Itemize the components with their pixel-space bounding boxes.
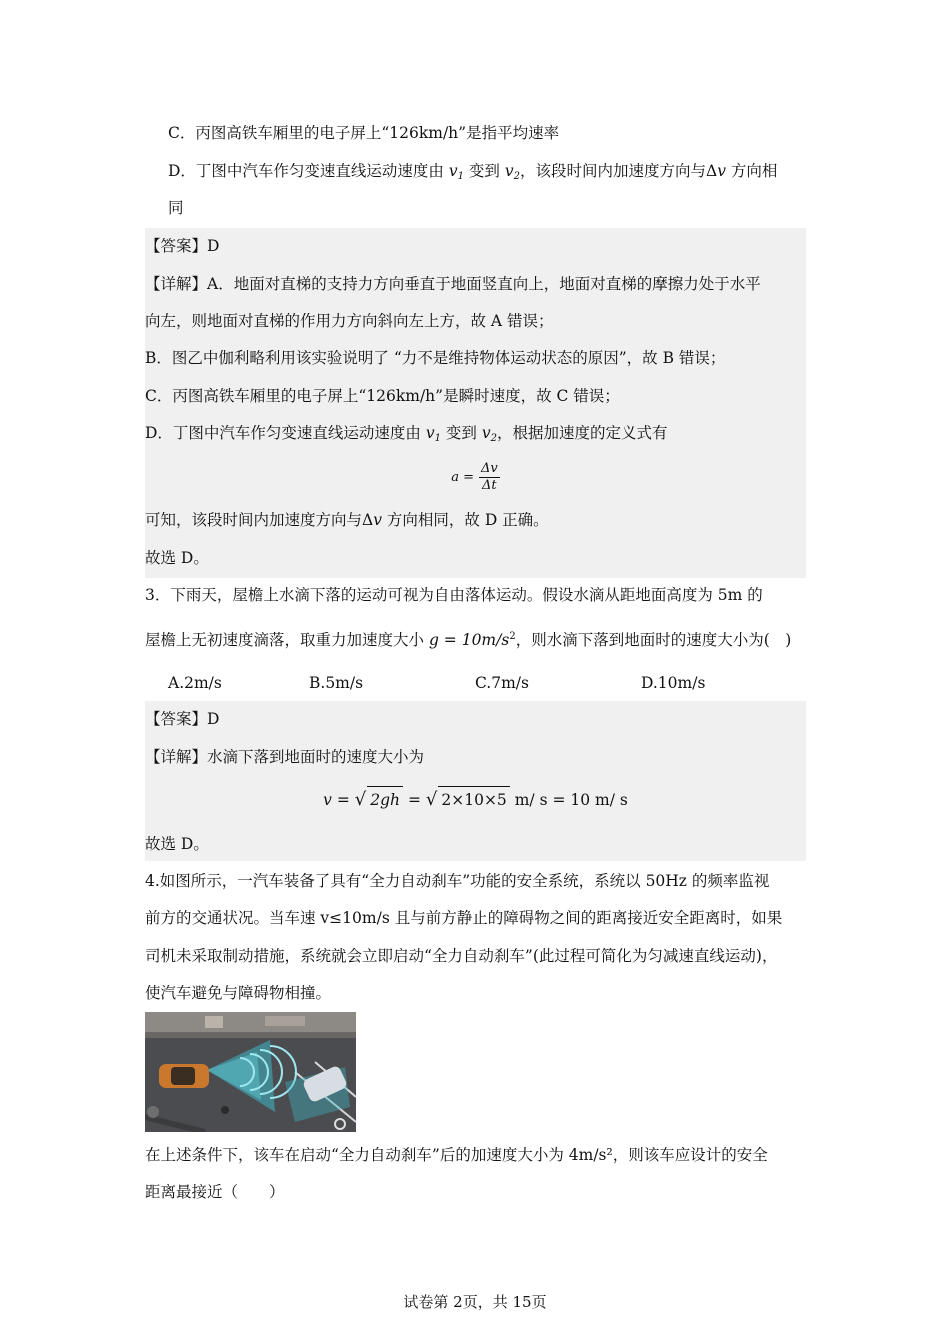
q3-stem-1: 3．下雨天，屋檐上水滴下落的运动可视为自由落体运动。假设水滴从距地面高度为 5m 的	[145, 586, 763, 604]
q4-stem-2: 前方的交通状况。当车速 v≤10m/s 且与前方静止的障碍物之间的距离接近安全距离时，如果	[145, 909, 783, 927]
q2-detail-d: D．丁图中汽车作匀变速直线运动速度由 $v_1$ 变到 $v_2$，根据加速度的定义式有	[145, 424, 668, 444]
q3-options	[168, 673, 833, 693]
q2-detail-a2: 向左，则地面对直梯的作用力方向斜向左上方，故 A 错误；	[145, 312, 554, 330]
q3-option-d: D.10m/s	[641, 674, 706, 692]
acceleration-formula: a = $\frac{\Delta v}{\Delta t}$	[451, 460, 498, 493]
q2-option-d-cont: 同	[168, 199, 184, 217]
q2-detail-c: C．丙图高铁车厢里的电子屏上“126km/h”是瞬时速度，故 C 错误；	[145, 387, 620, 405]
q2-option-d: D．丁图中汽车作匀变速直线运动速度由 $v_1$ 变到 $v_2$，该段时间内加速度方向与Δv 方向相	[168, 162, 778, 182]
page-footer: 试卷第 2页，共 15页	[403, 1293, 547, 1311]
q3-stem-2: 屋檐上无初速度滴落，取重力加速度大小 $g = 10m/s^2$，则水滴下落到地面时的速度大小为( )	[145, 631, 792, 650]
q2-conclusion: 可知，该段时间内加速度方向与Δv 方向相同，故 D 正确。	[145, 511, 549, 529]
q3-option-b: B.5m/s	[309, 674, 364, 692]
q4-stem-3: 司机未采取制动措施，系统就会立即启动“全力自动刹车”(此过程可简化为匀减速直线运动)，	[145, 947, 778, 965]
q3-option-c: C.7m/s	[475, 674, 529, 692]
q4-stem-4: 使汽车避免与障碍物相撞。	[145, 984, 332, 1002]
q3-answer: 【答案】D	[145, 710, 220, 728]
q4-after-2: 距离最接近（ ）	[145, 1183, 285, 1201]
q2-detail-b: B．图乙中伽利略利用该实验说明了 “力不是维持物体运动状态的原因”，故 B 错误；	[145, 349, 726, 367]
q4-after-1: 在上述条件下，该车在启动“全力自动刹车”后的加速度大小为 4m/s²，则该车应设计的安全	[145, 1146, 768, 1164]
q2-detail-a1: 【详解】A．地面对直梯的支持力方向垂直于地面竖直向上，地面对直梯的摩擦力处于水平	[145, 275, 761, 293]
q3-option-a: A.2m/s	[168, 674, 222, 692]
q4-stem-1: 4.如图所示，一汽车装备了具有“全力自动刹车”功能的安全系统，系统以 50Hz 的频率监视	[145, 872, 770, 890]
q2-answer: 【答案】D	[145, 237, 220, 255]
q2-choose: 故选 D。	[145, 549, 209, 567]
auto-braking-car-image	[145, 1012, 356, 1132]
velocity-formula: v = √ 2gh = √ 2×10×5 m/ s = 10 m/ s	[145, 786, 806, 813]
q2-option-c: C．丙图高铁车厢里的电子屏上“126km/h”是指平均速率	[168, 124, 560, 142]
q3-choose: 故选 D。	[145, 835, 209, 853]
q3-detail: 【详解】水滴下落到地面时的速度大小为	[145, 748, 425, 766]
